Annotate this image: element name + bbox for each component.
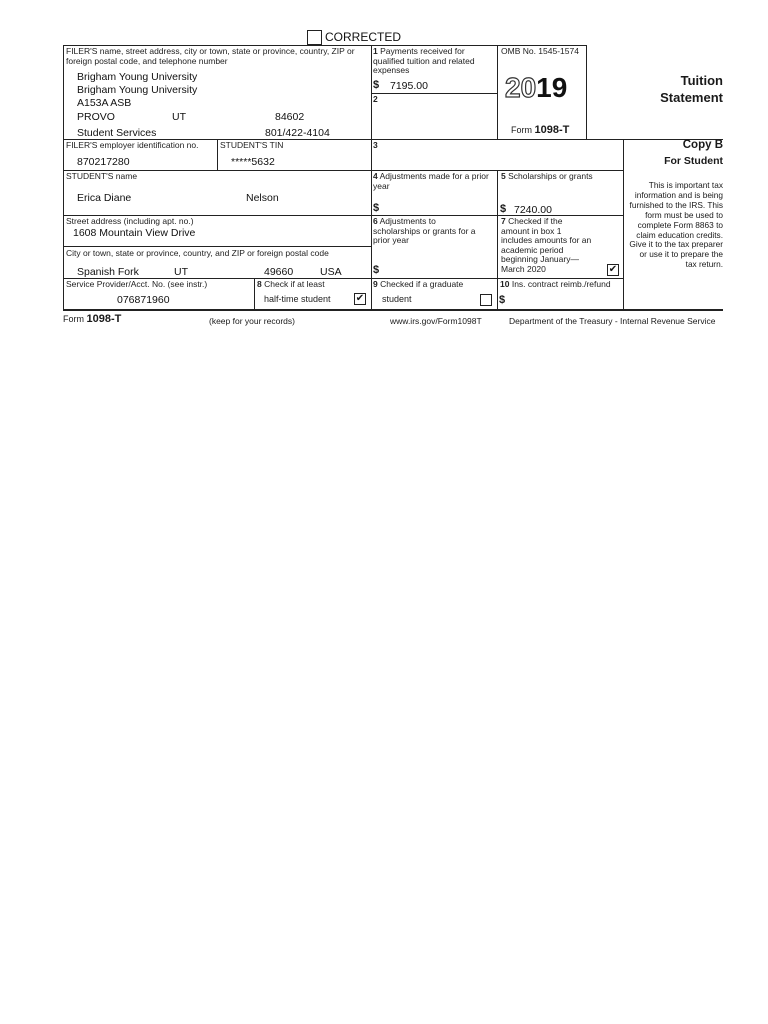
form-bottom-border [63,309,723,311]
box4-caption [373,172,495,191]
box1-value: 7195.00 [390,80,428,92]
footer-dept: Department of the Treasury - Internal Revenue Service [509,316,716,326]
student-last-name: Nelson [246,192,279,204]
form-divider-omb [586,45,587,139]
filer-city: PROVO [77,111,115,123]
tax-year [505,73,567,103]
box5-dollar: $ [500,203,507,215]
filer-zip: 84602 [275,111,305,123]
box4-dollar: $ [373,202,380,214]
form-divider-box1 [497,45,498,139]
box10-caption [500,280,611,290]
box6-dollar: $ [373,264,380,276]
footer-url: www.irs.gov/Form1098T [390,316,482,326]
form-divider-main [371,45,372,309]
title-line-2: Statement [660,90,723,105]
copy-notice: This is important tax information and is being furnished to the IRS. This form must be used to complete Form 8863 to claim education credits. Give it to the tax preparer or use it to prepare the tax return. [629,180,723,270]
student-city: Spanish Fork [77,266,139,278]
title-line-1: Tuition [680,73,723,88]
box8-checkbox[interactable]: ✔ [355,293,365,304]
box5-caption-text: Scholarships or grants [508,171,593,181]
footer-form-name: 1098-T [86,313,122,325]
box1-dollar: $ [373,79,380,91]
filer-line-2: Brigham Young University [77,84,198,96]
copy-subtitle: For Student [664,155,723,167]
ein-caption: FILER'S employer identification no. [66,140,199,150]
provider-caption: Service Provider/Acct. No. (see instr.) [66,279,208,289]
box8-number: 8 [257,279,262,289]
box7-caption-text: Checked if the amount in box 1 includes amounts for an academic period beginning January— March 2020 [501,216,592,274]
form-line-box1 [371,93,497,94]
box3-number: 3 [373,140,378,150]
filer-caption: FILER'S name, street address, city or town, state or province, country, ZIP or foreign postal code, and telephone number [66,46,355,66]
box1-caption-text: Payments received for qualified tuition and related expenses [373,46,475,75]
tin-caption: STUDENT'S TIN [220,140,284,150]
form-divider-box5 [497,170,498,309]
student-country: USA [320,266,342,278]
street-caption: Street address (including apt. no.) [66,216,194,226]
box10-caption-text: Ins. contract reimb./refund [511,279,611,289]
tax-year-outline: 20 [505,72,537,103]
corrected-label: CORRECTED [325,30,402,44]
box6-caption-text: Adjustments to scholarships or grants for a prior year [373,216,476,245]
copy-title: Copy B [682,139,723,151]
box9-caption-text: Checked if a graduate [380,279,464,289]
box1-number: 1 [373,46,378,56]
student-name-caption: STUDENT'S name [66,171,138,181]
box7-caption [501,217,593,274]
form-line-street [63,246,371,247]
filer-phone: 801/422-4104 [265,127,330,139]
box4-number: 4 [373,171,378,181]
corrected-checkbox[interactable] [307,30,322,45]
omb-number: OMB No. 1545-1574 [501,46,579,56]
box9-caption-bottom: student [382,294,412,304]
form-divider-box8 [254,278,255,309]
student-state: UT [174,266,188,278]
ein-value: 870217280 [77,156,130,168]
box10-number: 10 [500,279,510,289]
box6-caption [373,217,478,246]
box7-checkbox[interactable]: ✔ [608,264,618,275]
student-first-name: Erica Diane [77,192,132,204]
footer-keep: (keep for your records) [209,316,295,326]
city-caption: City or town, state or province, country, and ZIP or foreign postal code [66,248,329,258]
form-label [511,124,569,136]
street-value: 1608 Mountain View Drive [73,227,196,239]
provider-value: 076871960 [117,294,170,306]
tax-year-bold: 19 [536,72,568,103]
footer-form-label [63,313,121,325]
tin-value: *****5632 [231,156,275,168]
box8-caption-text: Check if at least [264,279,325,289]
filer-dept: Student Services [77,127,157,139]
box6-number: 6 [373,216,378,226]
box8-caption-bottom: half-time student [264,294,331,304]
box9-checkbox[interactable] [480,294,492,306]
filer-line-1: Brigham Young University [77,71,198,83]
box5-number: 5 [501,171,506,181]
filer-state: UT [172,111,186,123]
form-left-border [63,45,64,309]
box5-caption [501,172,621,182]
box2-number: 2 [373,94,378,104]
student-zip: 49660 [264,266,294,278]
footer-form-prefix: Form [63,314,84,324]
box4-caption-text: Adjustments made for a prior year [373,171,489,191]
box1-caption [373,47,495,76]
filer-line-3: A153A ASB [77,97,132,109]
form-label-prefix: Form [511,125,532,135]
box10-dollar: $ [499,294,506,306]
form-divider-copy [623,139,624,309]
form-label-name: 1098-T [534,124,570,136]
box8-caption-top [257,280,325,290]
box7-number: 7 [501,216,506,226]
box9-number: 9 [373,279,378,289]
box5-value: 7240.00 [514,204,552,216]
form-divider-tin [217,139,218,170]
box9-caption-top [373,280,463,290]
